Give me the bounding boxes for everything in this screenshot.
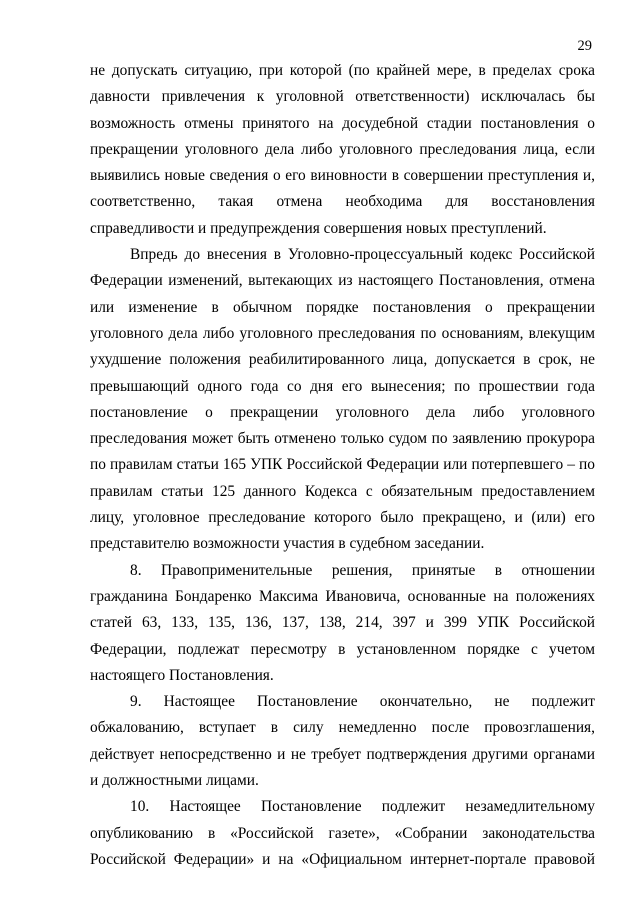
paragraph-item-9: 9. Настоящее Постановление окончательно, не подлежит обжалованию, вступает в силу немедленно после провозглашения, действует непосредственно и не требует подтверждения другими органами и должностными лицами.	[90, 693, 595, 790]
paragraph-continuation: не допускать ситуацию, при которой (по крайней мере, в пределах срока давности привлечения к уголовной ответственности) исключалась бы возможность отмены принятого на досудебной стадии постановления о прекращении уголовного дела либо уголовного преследования лица, если выявились новые сведения о его виновности в совершении преступления и, соответственно, такая отмена необходима для восстановления справедливости и предупреждения совершения новых преступлений.	[90, 62, 595, 237]
paragraph-interim-procedure: Впредь до внесения в Уголовно-процессуальный кодекс Российской Федерации изменений, вытекающих из настоящего Постановления, отмена или изменение в обычном порядке постановления о прекращении уголовного дела либо уголовного преследования по основаниям, влекущим ухудшение положения реабилитированного лица, допускается в срок, не превышающий одного года со дня его вынесения; по прошествии года постановление о прекращении уголовного дела либо уголовного преследования может быть отменено только судом по заявлению прокурора по правилам статьи 165 УПК Российской Федерации или потерпевшего – по правилам статьи 125 данного Кодекса с обязательным предоставлением лицу, уголовное преследование которого было прекращено, и (или) его представителю возможности участия в судебном заседании.	[90, 246, 595, 553]
page-number: 29	[577, 38, 592, 54]
paragraph-item-10: 10. Настоящее Постановление подлежит незамедлительному опубликованию в «Российской газете», «Собрании законодательства Российской Федерации» и на «Официальном интернет-портале правовой	[90, 798, 595, 868]
document-body	[90, 58, 595, 873]
paragraph-item-8: 8. Правоприменительные решения, принятые в отношении гражданина Бондаренко Максима Ивановича, основанные на положениях статей 63, 133, 135, 136, 137, 138, 214, 397 и 399 УПК Российской Федерации, подлежат пересмотру в установленном порядке с учетом настоящего Постановления.	[90, 561, 595, 684]
